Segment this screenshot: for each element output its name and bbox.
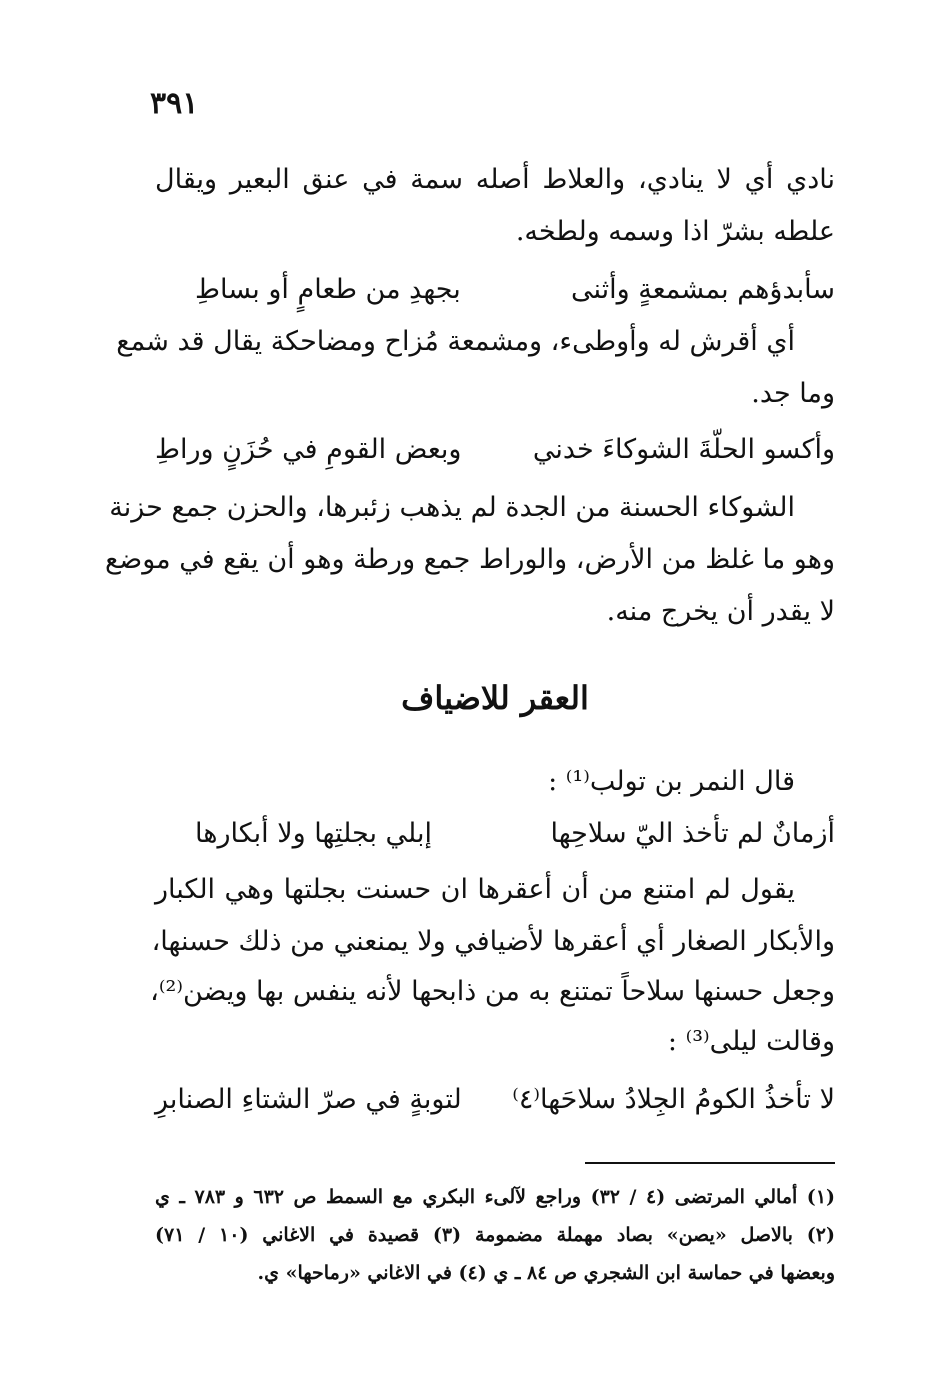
- text-line: نادي أي لا ينادي، والعلاط أصله سمة في عنق البعير ويقال: [155, 164, 835, 195]
- verse-second-hemistich: لتوبةٍ في صرّ الشتاءِ الصنابرِ: [155, 1084, 462, 1115]
- verse-line: [195, 270, 835, 310]
- verse-second-hemistich: بجهدِ من طعامٍ أو بساطِ: [195, 274, 461, 305]
- text-line: وجعل حسنها سلاحاً تمتنع به من ذابحها لأنه ينفس بها ويضن⁽²⁾،: [150, 976, 835, 1007]
- footnote-divider: [585, 1162, 835, 1164]
- section-heading: العقر للاضياف: [401, 679, 589, 717]
- text-line: وقالت ليلى⁽³⁾ :: [667, 1026, 835, 1057]
- text-line: أي أقرش له وأوطىء، ومشمعة مُزاح ومضاحكة يقال قد شمع: [116, 326, 795, 357]
- verse-second-hemistich: إبلي بجلتِها ولا أبكارها: [195, 818, 433, 849]
- text-line: وهو ما غلظ من الأرض، والوراط جمع ورطة وهو أن يقع في موضع: [104, 544, 835, 575]
- footnote-line: (١) أمالي المرتضى (٤ / ٣٢) وراجع لآلىء البكري مع السمط ص ٦٣٢ و ٧٨٣ ـ ي: [155, 1186, 836, 1208]
- verse-first-hemistich: لا تأخذُ الكومُ الجِلادُ سلاحَها⁽٤⁾: [512, 1084, 835, 1115]
- text-line: الشوكاء الحسنة من الجدة لم يذهب زئبرها، والحزن جمع حزنة: [109, 492, 795, 523]
- verse-second-hemistich: وبعض القومِ في حُزَنٍ وراطِ: [155, 434, 462, 465]
- footnote-line: وبعضها في حماسة ابن الشجري ص ٨٤ ـ ي (٤) في الاغاني «رماحها» ي.: [257, 1262, 835, 1284]
- verse-line: [155, 430, 835, 470]
- text-line: وما جد.: [751, 378, 835, 409]
- text-line: لا يقدر أن يخرج منه.: [606, 596, 835, 627]
- text-line: والأبكار الصغار أي أعقرها لأضيافي ولا يمنعني من ذلك حسنها،: [151, 926, 835, 957]
- footnote-line: (٢) بالاصل «يصن» بصاد مهملة مضمومة (٣) قصيدة في الاغاني (١٠ / ٧١): [155, 1224, 836, 1246]
- page-number: ٣٩١: [150, 86, 199, 121]
- verse-first-hemistich: سأبدؤهم بمشمعةٍ وأثنى: [571, 274, 835, 305]
- text-line: قال النمر بن تولب⁽¹⁾ :: [548, 766, 795, 797]
- text-line: علطه بشرّ اذا وسمه ولطخه.: [515, 216, 835, 247]
- verse-first-hemistich: أزمانٌ لم تأخذ اليّ سلاحِها: [550, 818, 835, 849]
- text-line: يقول لم امتنع من أن أعقرها ان حسنت بجلتها وهي الكبار: [155, 874, 795, 905]
- verse-line: [195, 814, 835, 854]
- verse-first-hemistich: وأكسو الحلّةَ الشوكاءَ خدني: [532, 434, 835, 465]
- verse-line: [155, 1080, 835, 1120]
